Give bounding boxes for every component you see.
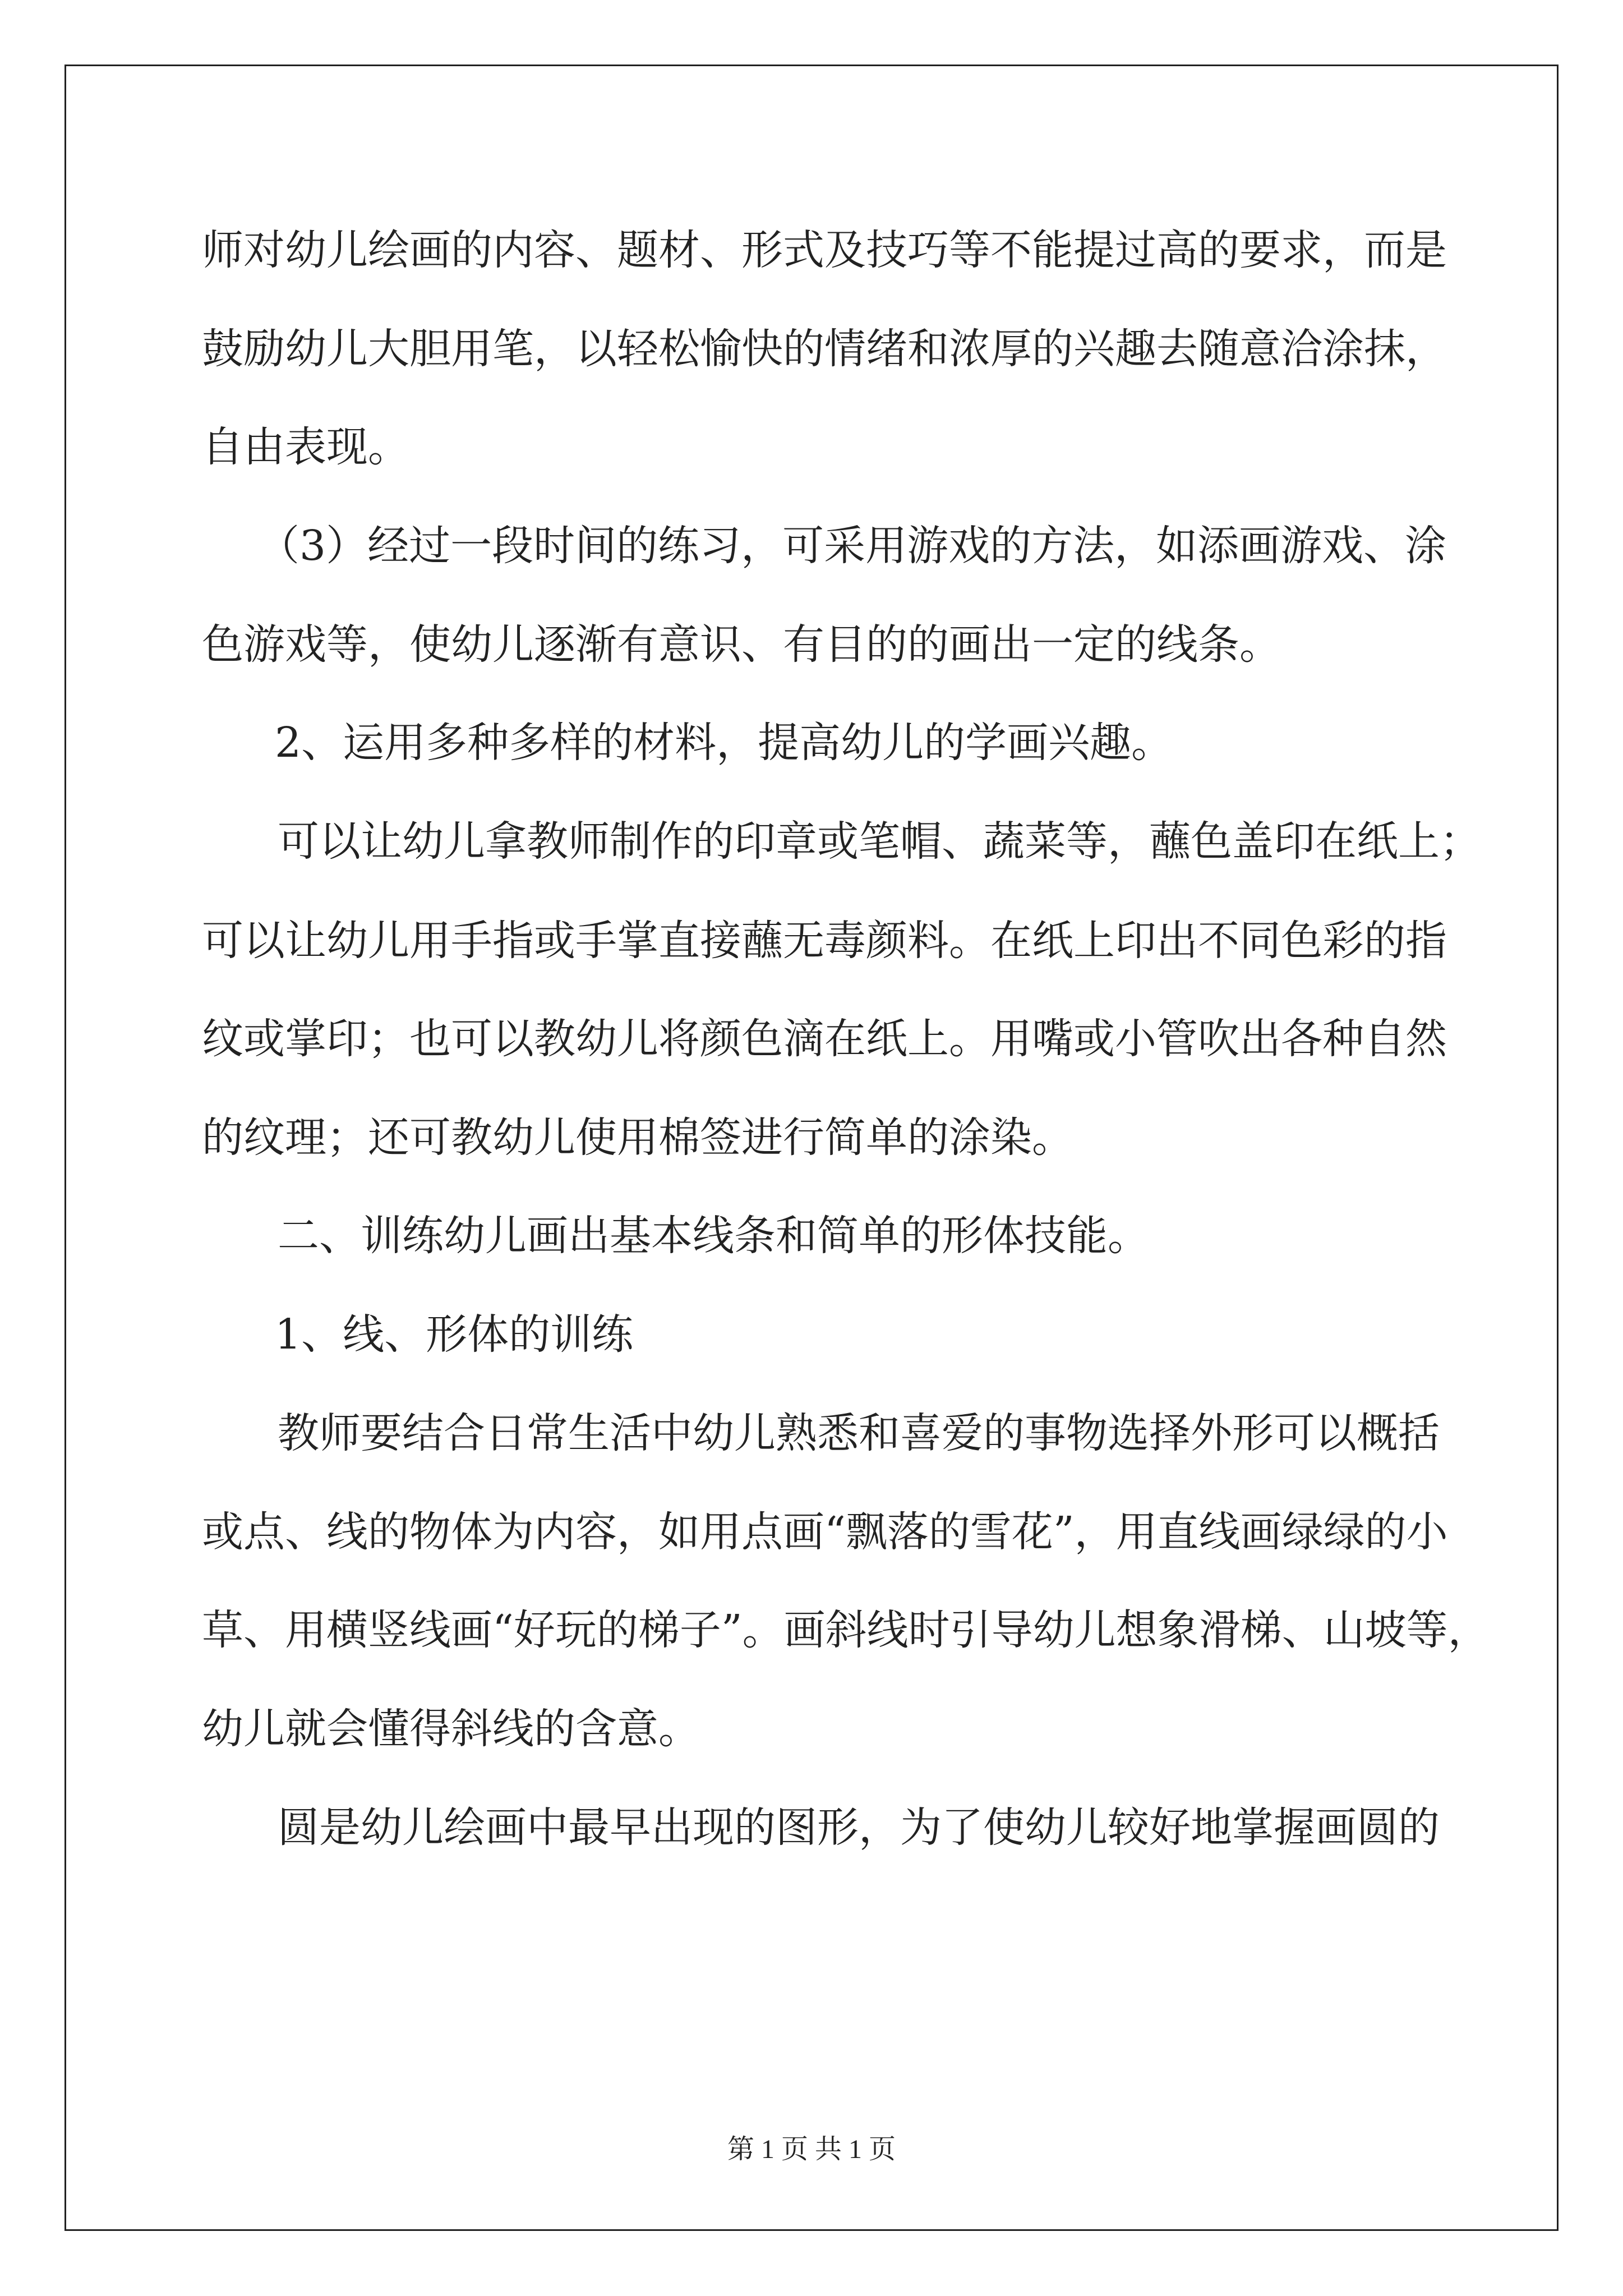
text-line: 自由表现。 bbox=[202, 423, 409, 471]
text-line: 师对幼儿绘画的内容、题材、形式及技巧等不能提过高的要求，而是 bbox=[202, 226, 1447, 274]
page-number-footer: 第 1 页 共 1 页 bbox=[727, 2134, 896, 2164]
text-line: 可以让幼儿用手指或手掌直接蘸无毒颜料。在纸上印出不同色彩的指 bbox=[202, 917, 1447, 965]
text-line: 可以让幼儿拿教师制作的印章或笔帽、蔬菜等，蘸色盖印在纸上； bbox=[278, 817, 1481, 866]
text-line: 草、用横竖线画“好玩的梯子”。画斜线时引导幼儿想象滑梯、山坡等， bbox=[202, 1606, 1490, 1654]
text-line: （3）经过一段时间的练习，可采用游戏的方法，如添画游戏、涂 bbox=[258, 522, 1447, 570]
text-line: 圆是幼儿绘画中最早出现的图形，为了使幼儿较好地掌握画圆的 bbox=[278, 1803, 1440, 1852]
text-line: 的纹理；还可教幼儿使用棉签进行简单的涂染。 bbox=[202, 1114, 1073, 1162]
text-line: 二、训练幼儿画出基本线条和简单的形体技能。 bbox=[278, 1212, 1149, 1260]
text-line: 或点、线的物体为内容，如用点画“飘落的雪花”，用直线画绿绿的小 bbox=[202, 1508, 1448, 1556]
text-line: 色游戏等，使幼儿逐渐有意识、有目的的画出一定的线条。 bbox=[202, 620, 1281, 669]
text-line: 幼儿就会懂得斜线的含意。 bbox=[202, 1705, 700, 1753]
text-line: 鼓励幼儿大胆用笔，以轻松愉快的情绪和浓厚的兴趣去随意洽涂抹， bbox=[202, 325, 1447, 373]
text-line: 纹或掌印；也可以教幼儿将颜色滴在纸上。用嘴或小管吹出各种自然 bbox=[202, 1015, 1447, 1063]
text-line: 2、运用多种多样的材料，提高幼儿的学画兴趣。 bbox=[275, 719, 1173, 767]
text-line: 教师要结合日常生活中幼儿熟悉和喜爱的事物选择外形可以概括 bbox=[278, 1409, 1440, 1457]
text-line: 1、线、形体的训练 bbox=[275, 1310, 634, 1359]
